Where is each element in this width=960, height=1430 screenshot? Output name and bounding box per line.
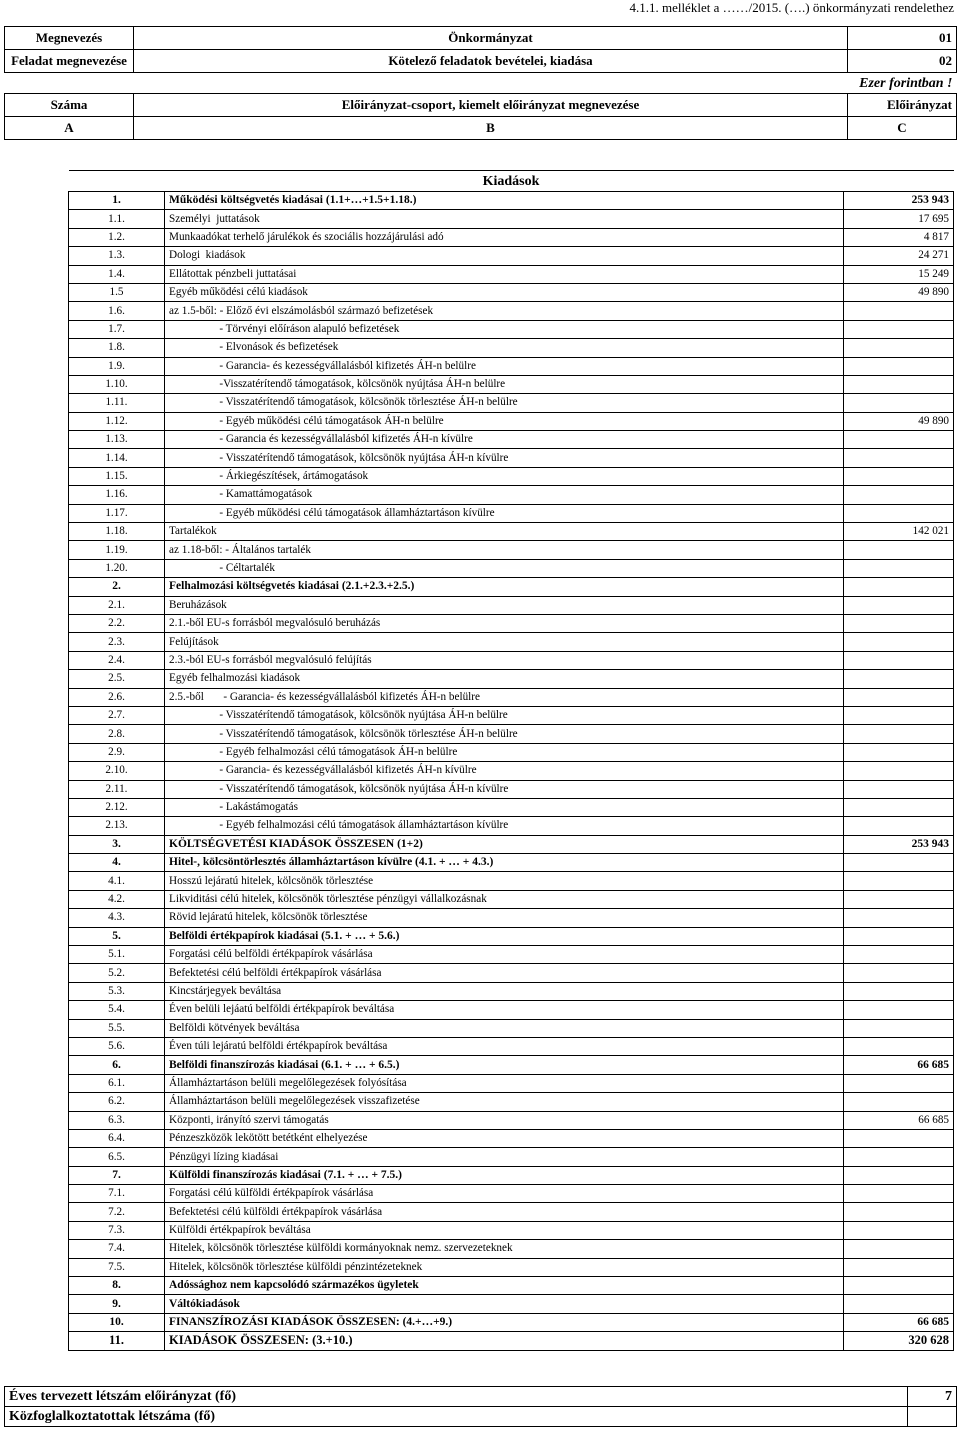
row-value (843, 431, 953, 449)
table-row (69, 412, 954, 430)
table-row (69, 743, 954, 761)
table-row (69, 431, 954, 449)
row-code: 1.16. (69, 486, 165, 504)
row-name: - Egyéb felhalmozási célú támogatások államháztartáson kívülre (165, 817, 844, 835)
row-code: 6.4. (69, 1129, 165, 1147)
table-row (69, 1258, 954, 1276)
row-code: 6.3. (69, 1111, 165, 1129)
row-value (843, 1166, 953, 1184)
row-name: Likviditási célú hitelek, kölcsönök törlesztése pénzügyi vállalkozásnak (165, 890, 844, 908)
row-value (843, 854, 953, 872)
table-row (69, 964, 954, 982)
header-table (4, 26, 957, 140)
row-code: 1.15. (69, 467, 165, 485)
row-value (843, 302, 953, 320)
table-row (69, 192, 954, 210)
row-value (843, 964, 953, 982)
table-row (69, 614, 954, 632)
row-name: Egyéb felhalmozási kiadások (165, 670, 844, 688)
row-name: Éven túli lejáratú belföldi értékpapírok beváltása (165, 1037, 844, 1055)
row-name: - Visszatérítendő támogatások, kölcsönök törlesztése ÁH-n belülre (165, 725, 844, 743)
row-code: 1.5 (69, 283, 165, 301)
row-code: 2.9. (69, 743, 165, 761)
table-row (69, 1166, 954, 1184)
row-value (843, 578, 953, 596)
table-row (69, 504, 954, 522)
row-code: 7.5. (69, 1258, 165, 1276)
row-code: 1.12. (69, 412, 165, 430)
row-code: 4.1. (69, 872, 165, 890)
table-row (69, 467, 954, 485)
table-row (69, 688, 954, 706)
row-name: az 1.5-ből: - Előző évi elszámolásból származó befizetések (165, 302, 844, 320)
row-name: Ellátottak pénzbeli juttatásai (165, 265, 844, 283)
header-label: Feladat megnevezése (5, 50, 134, 73)
row-value: 49 890 (843, 283, 953, 301)
row-name: - Elvonások és befizetések (165, 339, 844, 357)
table-row (69, 1295, 954, 1313)
row-name: - Visszatérítendő támogatások, kölcsönök nyújtása ÁH-n kívülre (165, 449, 844, 467)
row-code: 1. (69, 192, 165, 210)
row-name: Felhalmozási költségvetés kiadásai (2.1.+2.3.+2.5.) (165, 578, 844, 596)
row-value: 15 249 (843, 265, 953, 283)
row-name: Külföldi értékpapírok beváltása (165, 1221, 844, 1239)
row-value (843, 375, 953, 393)
row-value (843, 743, 953, 761)
row-value (843, 909, 953, 927)
table-row (69, 1056, 954, 1074)
row-name: Forgatási célú belföldi értékpapírok vásárlása (165, 946, 844, 964)
table-row (69, 1074, 954, 1092)
row-value (843, 798, 953, 816)
row-value (843, 339, 953, 357)
row-value (843, 780, 953, 798)
row-value (843, 633, 953, 651)
row-code: 2.6. (69, 688, 165, 706)
row-code: 1.13. (69, 431, 165, 449)
row-name: - Visszatérítendő támogatások, kölcsönök nyújtása ÁH-n kívülre (165, 780, 844, 798)
row-name: Éven belüli lejáatú belföldi értékpapírok beváltása (165, 1001, 844, 1019)
row-value (843, 670, 953, 688)
table-row (69, 228, 954, 246)
table-row (69, 247, 954, 265)
row-name: Belföldi kötvények beváltása (165, 1019, 844, 1037)
table-row (69, 633, 954, 651)
unit-row (5, 73, 957, 94)
row-value (843, 1093, 953, 1111)
row-code: 6.1. (69, 1074, 165, 1092)
table-row (69, 1037, 954, 1055)
staff-table (4, 1386, 957, 1427)
table-row (69, 1277, 954, 1295)
header-code: 01 (848, 27, 957, 50)
row-value (843, 467, 953, 485)
row-value (843, 927, 953, 945)
row-value (843, 1221, 953, 1239)
row-code: 3. (69, 835, 165, 853)
row-code: 2.11. (69, 780, 165, 798)
row-value (843, 614, 953, 632)
row-value (843, 357, 953, 375)
row-value (843, 1277, 953, 1295)
row-name: KIADÁSOK ÖSSZESEN: (3.+10.) (165, 1332, 844, 1350)
column-letter-row (5, 117, 957, 140)
table-row (69, 394, 954, 412)
table-row (69, 909, 954, 927)
staff-label: Éves tervezett létszám előirányzat (fő) (5, 1387, 908, 1407)
row-code: 2.13. (69, 817, 165, 835)
table-row (69, 1129, 954, 1147)
table-row (69, 872, 954, 890)
row-code: 1.8. (69, 339, 165, 357)
row-value (843, 872, 953, 890)
table-row (69, 1313, 954, 1331)
row-code: 5.3. (69, 982, 165, 1000)
row-value (843, 541, 953, 559)
row-code: 6. (69, 1056, 165, 1074)
row-name: Munkaadókat terhelő járulékok és szociális hozzájárulási adó (165, 228, 844, 246)
row-name: Hosszú lejáratú hitelek, kölcsönök törlesztése (165, 872, 844, 890)
row-code: 1.1. (69, 210, 165, 228)
row-name: Külföldi finanszírozás kiadásai (7.1. + … + 7.5.) (165, 1166, 844, 1184)
table-row (69, 375, 954, 393)
staff-value (908, 1407, 957, 1427)
unit-label: Ezer forintban ! (859, 75, 953, 91)
table-row (69, 890, 954, 908)
row-value (843, 486, 953, 504)
row-name: Belföldi értékpapírok kiadásai (5.1. + … + 5.6.) (165, 927, 844, 945)
row-code: 5.5. (69, 1019, 165, 1037)
table-row (69, 320, 954, 338)
row-name: - Kamattámogatások (165, 486, 844, 504)
row-name: Hitelek, kölcsönök törlesztése külföldi kormányoknak nemz. szervezeteknek (165, 1240, 844, 1258)
row-code: 1.17. (69, 504, 165, 522)
row-value (843, 1037, 953, 1055)
row-code: 2.2. (69, 614, 165, 632)
column-letter-b: B (134, 117, 848, 140)
row-value (843, 1129, 953, 1147)
row-name: Hitelek, kölcsönök törlesztése külföldi pénzintézeteknek (165, 1258, 844, 1276)
row-value (843, 1185, 953, 1203)
row-value (843, 1295, 953, 1313)
row-name: - Céltartalék (165, 559, 844, 577)
column-letter-a: A (5, 117, 134, 140)
header-label: Megnevezés (5, 27, 134, 50)
row-name: Személyi juttatások (165, 210, 844, 228)
row-name: Felújítások (165, 633, 844, 651)
table-row (69, 1019, 954, 1037)
row-code: 2. (69, 578, 165, 596)
table-row (69, 1111, 954, 1129)
row-value (843, 1074, 953, 1092)
section-title-row (69, 171, 954, 192)
row-code: 2.5. (69, 670, 165, 688)
table-row (69, 339, 954, 357)
row-name: 2.3.-ból EU-s forrásból megvalósuló felújítás (165, 651, 844, 669)
row-code: 2.3. (69, 633, 165, 651)
table-row (69, 651, 954, 669)
table-row (69, 283, 954, 301)
row-code: 6.2. (69, 1093, 165, 1111)
staff-label: Közfoglalkoztatottak létszáma (fő) (5, 1407, 908, 1427)
row-code: 1.4. (69, 265, 165, 283)
row-name: Működési költségvetés kiadásai (1.1+…+1.5+1.18.) (165, 192, 844, 210)
row-name: Egyéb működési célú kiadások (165, 283, 844, 301)
row-name: Befektetési célú külföldi értékpapírok vásárlása (165, 1203, 844, 1221)
row-code: 5. (69, 927, 165, 945)
header-row-megnevezes (5, 27, 957, 50)
row-value (843, 394, 953, 412)
row-code: 8. (69, 1277, 165, 1295)
table-row (69, 1001, 954, 1019)
row-code: 1.18. (69, 523, 165, 541)
row-name: Rövid lejáratú hitelek, kölcsönök törlesztése (165, 909, 844, 927)
row-code: 1.7. (69, 320, 165, 338)
row-name: Váltókiadások (165, 1295, 844, 1313)
row-code: 1.6. (69, 302, 165, 320)
row-name: Dologi kiadások (165, 247, 844, 265)
table-row (69, 1240, 954, 1258)
header-value: Kötelező feladatok bevételei, kiadása (134, 50, 848, 73)
row-name: -Visszatérítendő támogatások, kölcsönök nyújtása ÁH-n belülre (165, 375, 844, 393)
row-code: 2.10. (69, 762, 165, 780)
row-name: - Törvényi előíráson alapuló befizetések (165, 320, 844, 338)
row-name: - Garancia- és kezességvállalásból kifizetés ÁH-n belülre (165, 357, 844, 375)
row-code: 2.7. (69, 706, 165, 724)
table-row (69, 210, 954, 228)
row-name: Befektetési célú belföldi értékpapírok vásárlása (165, 964, 844, 982)
row-code: 2.1. (69, 596, 165, 614)
row-value: 49 890 (843, 412, 953, 430)
row-code: 4.3. (69, 909, 165, 927)
table-row (69, 541, 954, 559)
row-value: 66 685 (843, 1111, 953, 1129)
row-code: 6.5. (69, 1148, 165, 1166)
row-code: 7.4. (69, 1240, 165, 1258)
row-code: 1.2. (69, 228, 165, 246)
table-row (69, 486, 954, 504)
row-code: 1.11. (69, 394, 165, 412)
row-name: Központi, irányító szervi támogatás (165, 1111, 844, 1129)
row-name: Tartalékok (165, 523, 844, 541)
staff-row (5, 1387, 957, 1407)
table-row (69, 706, 954, 724)
table-row (69, 798, 954, 816)
column-header-megnevezes: Előirányzat-csoport, kiemelt előirányzat megnevezése (134, 94, 848, 117)
row-value (843, 1240, 953, 1258)
row-value: 253 943 (843, 192, 953, 210)
table-row (69, 780, 954, 798)
row-name: - Visszatérítendő támogatások, kölcsönök törlesztése ÁH-n belülre (165, 394, 844, 412)
row-value: 66 685 (843, 1056, 953, 1074)
table-row (69, 1221, 954, 1239)
row-value (843, 596, 953, 614)
row-name: Belföldi finanszírozás kiadásai (6.1. + … + 6.5.) (165, 1056, 844, 1074)
row-value (843, 817, 953, 835)
row-code: 7.2. (69, 1203, 165, 1221)
table-row (69, 1332, 954, 1350)
table-row (69, 1185, 954, 1203)
table-row (69, 1148, 954, 1166)
row-value: 24 271 (843, 247, 953, 265)
row-name: - Lakástámogatás (165, 798, 844, 816)
row-code: 1.20. (69, 559, 165, 577)
column-header-eloiranyzat: Előirányzat (848, 94, 957, 117)
row-name: 2.1.-ből EU-s forrásból megvalósuló beruházás (165, 614, 844, 632)
row-value (843, 725, 953, 743)
row-value (843, 688, 953, 706)
row-value (843, 1148, 953, 1166)
row-name: az 1.18-ből: - Általános tartalék (165, 541, 844, 559)
row-name: Beruházások (165, 596, 844, 614)
row-name: FINANSZÍROZÁSI KIADÁSOK ÖSSZESEN: (4.+…+9.) (165, 1313, 844, 1331)
staff-value: 7 (908, 1387, 957, 1407)
table-row (69, 449, 954, 467)
header-code: 02 (848, 50, 957, 73)
header-value: Önkormányzat (134, 27, 848, 50)
row-code: 2.12. (69, 798, 165, 816)
row-code: 11. (69, 1332, 165, 1350)
row-value (843, 890, 953, 908)
row-name: Hitel-, kölcsöntörlesztés államháztartáson kívülre (4.1. + … + 4.3.) (165, 854, 844, 872)
table-row (69, 670, 954, 688)
table-row (69, 559, 954, 577)
table-row (69, 817, 954, 835)
column-header-szama: Száma (5, 94, 134, 117)
row-value (843, 504, 953, 522)
row-code: 7.3. (69, 1221, 165, 1239)
row-code: 4.2. (69, 890, 165, 908)
row-name: Kincstárjegyek beváltása (165, 982, 844, 1000)
row-code: 1.10. (69, 375, 165, 393)
table-row (69, 725, 954, 743)
table-row (69, 523, 954, 541)
row-code: 1.9. (69, 357, 165, 375)
row-name: - Visszatérítendő támogatások, kölcsönök nyújtása ÁH-n belülre (165, 706, 844, 724)
row-name: Államháztartáson belüli megelőlegezések folyósítása (165, 1074, 844, 1092)
row-value (843, 559, 953, 577)
column-letter-c: C (848, 117, 957, 140)
row-name: 2.5.-ből - Garancia- és kezességvállalásból kifizetés ÁH-n belülre (165, 688, 844, 706)
row-value: 253 943 (843, 835, 953, 853)
row-code: 9. (69, 1295, 165, 1313)
table-row (69, 357, 954, 375)
row-name: - Garancia és kezességvállalásból kifizetés ÁH-n kívülre (165, 431, 844, 449)
row-value: 320 628 (843, 1332, 953, 1350)
table-row (69, 578, 954, 596)
expenditure-table (68, 170, 954, 1351)
row-code: 7. (69, 1166, 165, 1184)
table-row (69, 982, 954, 1000)
row-value (843, 1001, 953, 1019)
row-name: Forgatási célú külföldi értékpapírok vásárlása (165, 1185, 844, 1203)
row-value (843, 706, 953, 724)
row-code: 7.1. (69, 1185, 165, 1203)
row-code: 1.3. (69, 247, 165, 265)
row-code: 10. (69, 1313, 165, 1331)
row-value (843, 1019, 953, 1037)
table-row (69, 854, 954, 872)
row-name: Pénzeszközök lekötött betétként elhelyezése (165, 1129, 844, 1147)
table-row (69, 762, 954, 780)
row-code: 4. (69, 854, 165, 872)
row-name: - Egyéb működési célú támogatások államháztartáson kívülre (165, 504, 844, 522)
table-row (69, 265, 954, 283)
row-code: 5.2. (69, 964, 165, 982)
row-code: 1.19. (69, 541, 165, 559)
table-row (69, 1203, 954, 1221)
table-row (69, 302, 954, 320)
row-name: - Garancia- és kezességvállalásból kifizetés ÁH-n kívülre (165, 762, 844, 780)
row-value (843, 449, 953, 467)
document-caption: 4.1.1. melléklet a ……/2015. (….) önkormányzati rendelethez (629, 0, 954, 15)
section-title: Kiadások (69, 171, 954, 192)
row-name: - Egyéb működési célú támogatások ÁH-n belülre (165, 412, 844, 430)
header-row-feladat (5, 50, 957, 73)
row-value (843, 1258, 953, 1276)
row-code: 2.8. (69, 725, 165, 743)
row-name: - Árkiegészítések, ártámogatások (165, 467, 844, 485)
table-row (69, 596, 954, 614)
row-code: 1.14. (69, 449, 165, 467)
row-code: 5.4. (69, 1001, 165, 1019)
table-row (69, 946, 954, 964)
row-value (843, 651, 953, 669)
table-row (69, 835, 954, 853)
column-header-row (5, 94, 957, 117)
row-value (843, 982, 953, 1000)
row-code: 2.4. (69, 651, 165, 669)
row-code: 5.1. (69, 946, 165, 964)
row-name: Államháztartáson belüli megelőlegezések visszafizetése (165, 1093, 844, 1111)
row-value (843, 946, 953, 964)
row-name: KÖLTSÉGVETÉSI KIADÁSOK ÖSSZESEN (1+2) (165, 835, 844, 853)
row-name: Adóssághoz nem kapcsolódó származékos ügyletek (165, 1277, 844, 1295)
row-value (843, 1203, 953, 1221)
table-row (69, 927, 954, 945)
row-name: - Egyéb felhalmozási célú támogatások ÁH-n belülre (165, 743, 844, 761)
row-value: 66 685 (843, 1313, 953, 1331)
row-value (843, 762, 953, 780)
row-value: 4 817 (843, 228, 953, 246)
row-value (843, 320, 953, 338)
row-value: 142 021 (843, 523, 953, 541)
table-row (69, 1093, 954, 1111)
staff-row (5, 1407, 957, 1427)
row-value: 17 695 (843, 210, 953, 228)
row-name: Pénzügyi lízing kiadásai (165, 1148, 844, 1166)
row-code: 5.6. (69, 1037, 165, 1055)
